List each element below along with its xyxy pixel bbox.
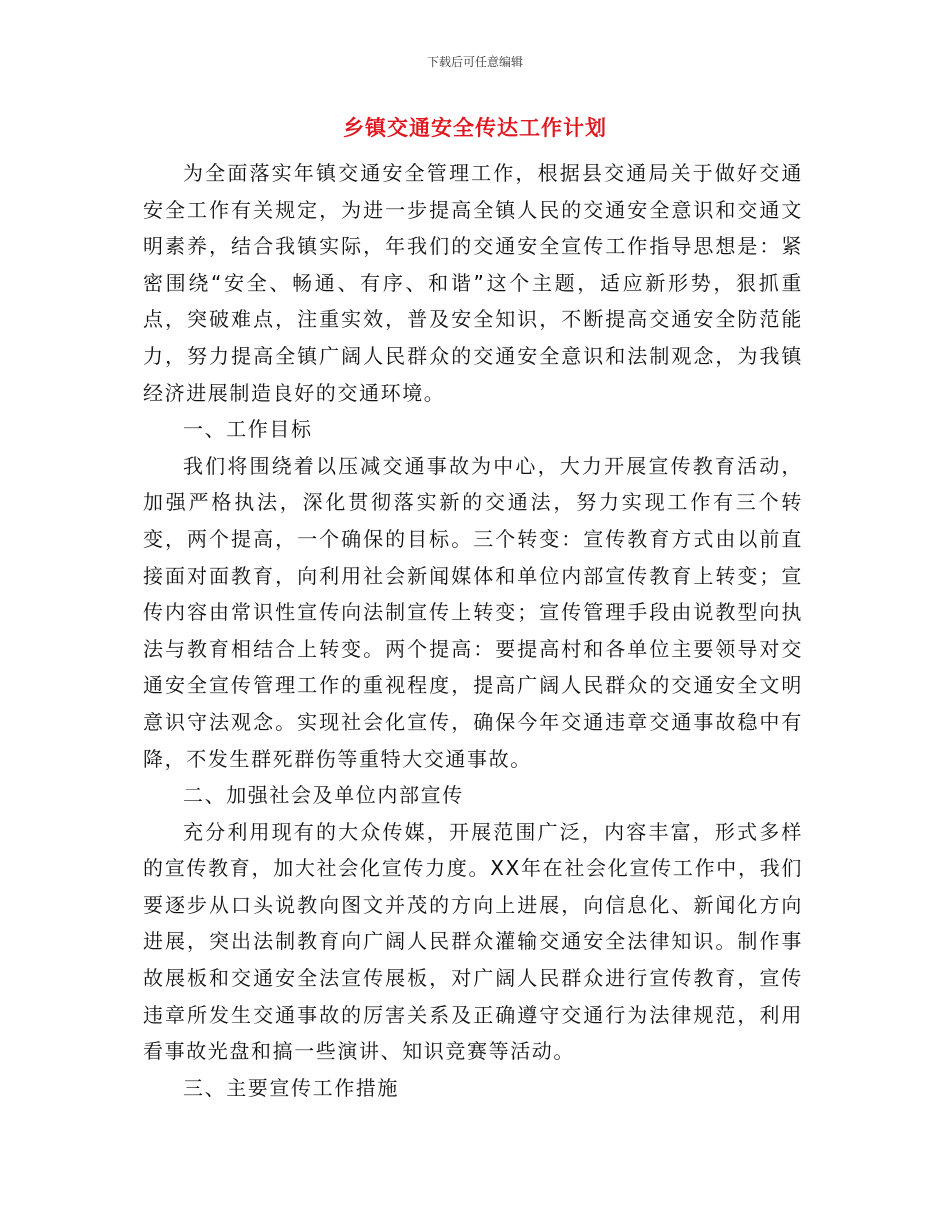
document-body [143, 155, 803, 1106]
section-heading-goals: 一、工作目标 [183, 417, 313, 442]
intro-paragraph: 为全面落实年镇交通安全管理工作，根据县交通局关于做好交通安全工作有关规定，为进一步提高全镇人民的交通安全意识和交通文明素养，结合我镇实际，年我们的交通安全宣传工作指导思想是：紧密围绕“安全、畅通、有序、和谐”这个主题，适应新形势，狠抓重点，突破难点，注重实效，普及安全知识，不断提高交通安全防范能力，努力提高全镇广阔人民群众的交通安全意识和法制观念，为我镇经济进展制造良好的交通环境。 [143, 161, 803, 405]
section-heading-publicity: 二、加强社会及单位内部宣传 [183, 783, 464, 808]
goals-paragraph: 我们将围绕着以压减交通事故为中心，大力开展宣传教育活动，加强严格执法，深化贯彻落实新的交通法，努力实现工作有三个转变，两个提高，一个确保的目标。三个转变：宣传教育方式由以前直接面对面教育，向利用社会新闻媒体和单位内部宣传教育上转变；宣传内容由常识性宣传向法制宣传上转变；宣传管理手段由说教型向执法与教育相结合上转变。两个提高：要提高村和各单位主要领导对交通安全宣传管理工作的重视程度，提高广阔人民群众的交通安全文明意识守法观念。实现社会化宣传，确保今年交通违章交通事故稳中有降，不发生群死群伤等重特大交通事故。 [143, 453, 803, 771]
document-title: 乡镇交通安全传达工作计划 [343, 116, 607, 140]
section-heading-measures: 三、主要宣传工作措施 [183, 1075, 399, 1100]
header-note: 下载后可任意编辑 [426, 55, 523, 69]
publicity-paragraph: 充分利用现有的大众传媒，开展范围广泛，内容丰富，形式多样的宣传教育，加大社会化宣传力度。XX年在社会化宣传工作中，我们要逐步从口头说教向图文并茂的方向上进展，向信息化、新闻化方向进展，突出法制教育向广阔人民群众灌输交通安全法律知识。制作事故展板和交通安全法宣传展板，对广阔人民群众进行宣传教育，宣传违章所发生交通事故的厉害关系及正确遵守交通行为法律规范，利用看事故光盘和搞一些演讲、知识竞赛等活动。 [143, 819, 803, 1064]
